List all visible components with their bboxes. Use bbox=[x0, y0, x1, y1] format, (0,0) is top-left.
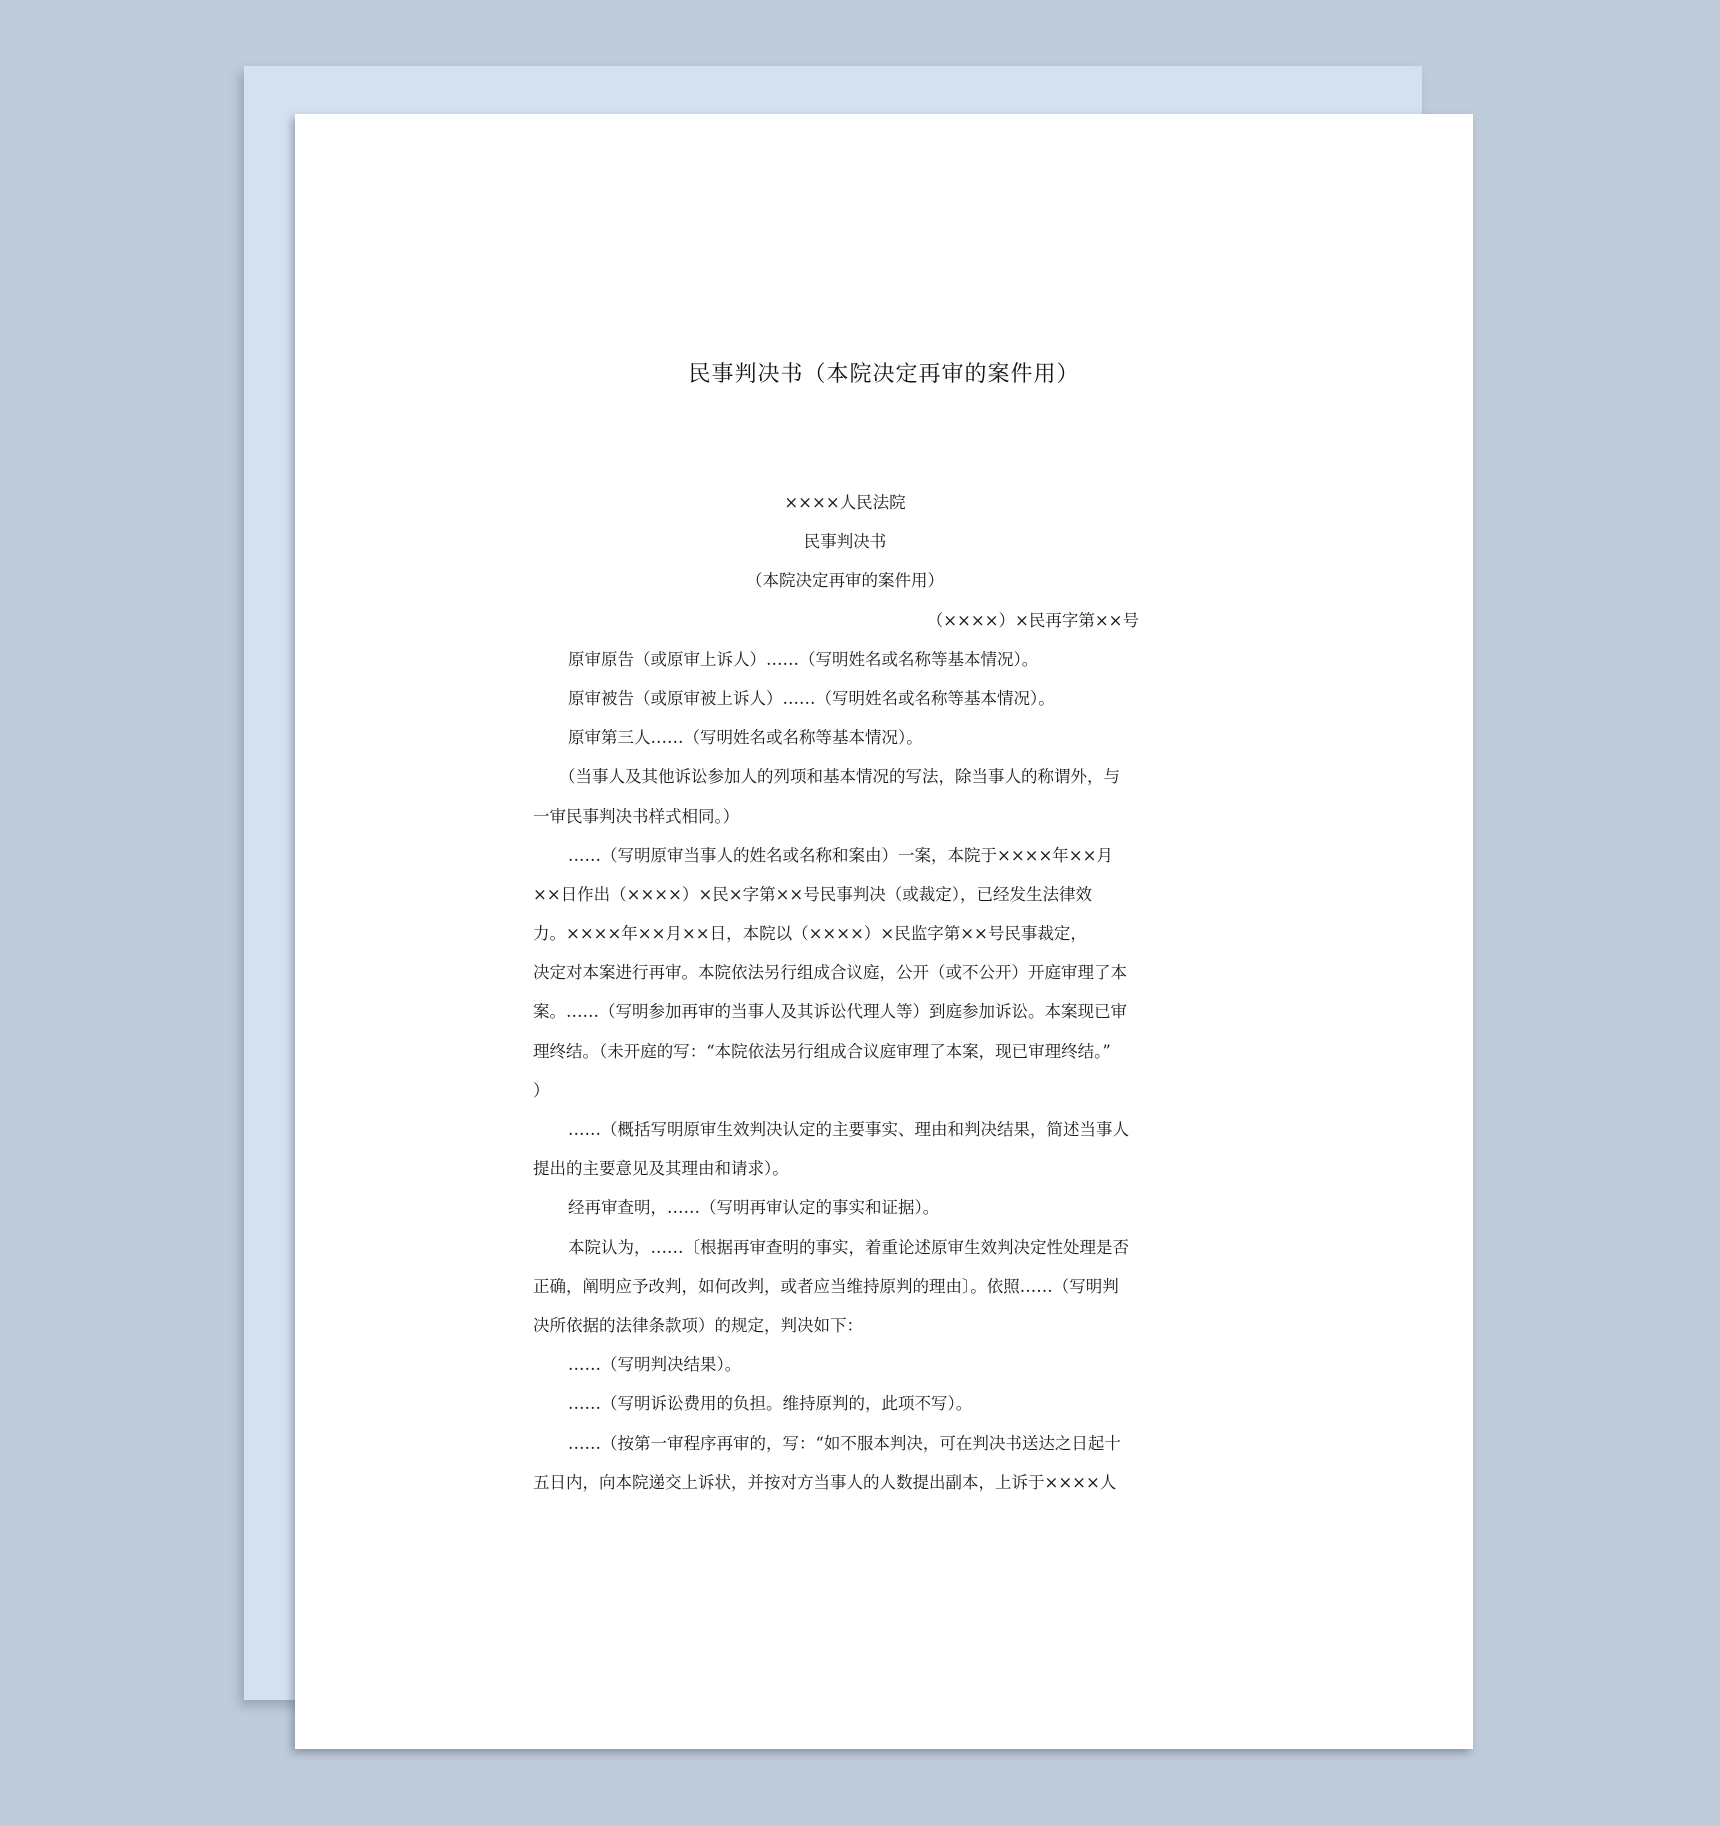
party-plaintiff: 原审原告（或原审上诉人）……（写明姓名或名称等基本情况）。 bbox=[568, 649, 1039, 669]
document-title: 民事判决书（本院决定再审的案件用） bbox=[688, 362, 1080, 387]
party-third: 原审第三人……（写明姓名或名称等基本情况）。 bbox=[568, 728, 923, 748]
result-line-1: ……（写明判决结果）。 bbox=[568, 1355, 742, 1375]
summary-line-1: ……（概括写明原审生效判决认定的主要事实、理由和判决结果，简述当事人 bbox=[568, 1120, 1129, 1139]
case-line-3: 力。××××年××月××日，本院以（××××）×民监字第××号民事裁定， bbox=[533, 924, 1087, 944]
case-line-6: 理终结。（未开庭的写：“本院依法另行组成合议庭审理了本案，现已审理终结。” bbox=[533, 1041, 1111, 1061]
costs-line-1: ……（写明诉讼费用的负担。维持原判的，此项不写）。 bbox=[568, 1394, 973, 1414]
document-page bbox=[295, 114, 1473, 1749]
appeal-line-2: 五日内，向本院递交上诉状，并按对方当事人的人数提出副本，上诉于××××人 bbox=[533, 1472, 1117, 1492]
summary-line-2: 提出的主要意见及其理由和请求）。 bbox=[533, 1159, 789, 1179]
document-body bbox=[533, 483, 1175, 1502]
opinion-line-3: 决所依据的法律条款项）的规定，判决如下： bbox=[533, 1315, 863, 1335]
case-line-2: ××日作出（××××）×民×字第××号民事判决（或裁定），已经发生法律效 bbox=[533, 884, 1093, 904]
note-line-1: （当事人及其他诉讼参加人的列项和基本情况的写法，除当事人的称谓外，与 bbox=[559, 767, 1120, 787]
appeal-line-1: ……（按第一审程序再审的，写：“如不服本判决，可在判决书送达之日起十 bbox=[568, 1433, 1121, 1453]
case-line-4: 决定对本案进行再审。本院依法另行组成合议庭，公开（或不公开）开庭审理了本 bbox=[533, 963, 1127, 983]
case-line-7: ） bbox=[533, 1080, 550, 1100]
case-line-1: ……（写明原审当事人的姓名或名称和案由）一案，本院于××××年××月 bbox=[568, 845, 1113, 865]
document-subtitle: （本院决定再审的案件用） bbox=[746, 571, 944, 591]
facts-line-1: 经再审查明，……（写明再审认定的事实和证据）。 bbox=[568, 1198, 940, 1218]
case-line-5: 案。……（写明参加再审的当事人及其诉讼代理人等）到庭参加诉讼。本案现已审 bbox=[533, 1002, 1127, 1022]
document-type: 民事判决书 bbox=[803, 532, 887, 552]
court-name: ××××人民法院 bbox=[784, 493, 906, 512]
party-defendant: 原审被告（或原审被上诉人）……（写明姓名或名称等基本情况）。 bbox=[568, 688, 1055, 708]
opinion-line-2: 正确，阐明应予改判，如何改判，或者应当维持原判的理由〕。依照……（写明判 bbox=[533, 1276, 1119, 1296]
opinion-line-1: 本院认为，……〔根据再审查明的事实，着重论述原审生效判决定性处理是否 bbox=[568, 1237, 1129, 1257]
case-number: （××××）×民再字第××号 bbox=[926, 610, 1139, 630]
note-line-2: 一审民事判决书样式相同。） bbox=[533, 806, 740, 826]
